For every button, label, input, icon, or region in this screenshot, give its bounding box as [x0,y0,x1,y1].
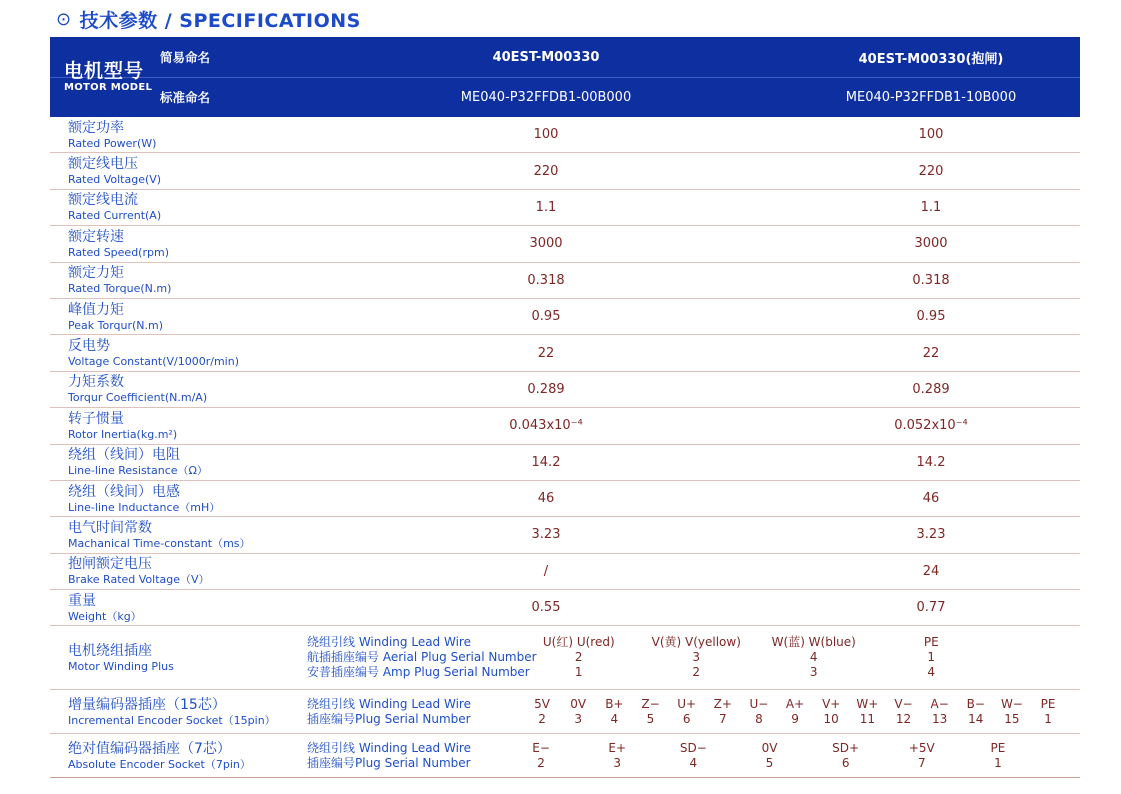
plug-label [50,643,307,673]
header-divider [50,77,1080,78]
pin-column [638,635,756,680]
spec-label [50,192,310,222]
pin-value: 1 [927,650,936,665]
pin-value: 9 [791,711,799,726]
pin-name: B− [966,696,985,711]
pin-value: 3 [809,665,818,680]
pin-value: 5 [646,711,655,726]
spec-label-en: Rated Torque(N.m) [68,282,172,296]
pin-name: A− [930,696,949,711]
motor-model-cell [50,37,160,117]
spec-row [50,590,1080,626]
plug-row [50,690,1080,734]
pin-name: SD+ [832,740,860,755]
spec-label-cn: 额定转速 [68,228,124,245]
plug-pins [503,734,1080,777]
pin-name: V− [894,696,913,711]
plug-label [50,697,307,727]
spec-value-col1: 1.1 [535,199,557,215]
pin-value: 1 [574,665,583,680]
plug-sub-labels [307,734,520,777]
spec-label [50,484,310,514]
spec-label [50,229,310,259]
spec-value-col1: 0.95 [531,309,561,325]
pin-value: 6 [841,755,850,770]
pin-column [741,697,777,727]
pin-value: 1 [1044,711,1052,726]
spec-value-col2: 0.289 [912,381,950,397]
pin-value: 3 [692,650,701,665]
plug-pins [520,626,1080,689]
pin-name: SD− [679,740,707,755]
pin-column [596,697,632,727]
spec-value-col2: 100 [918,127,944,143]
spec-value-col2: 3.23 [916,527,946,543]
pin-column [731,741,807,771]
spec-label [50,265,310,295]
spec-value-col1: 3000 [529,236,563,252]
plug-label [50,741,307,771]
pin-name: U(红) U(red) [542,635,615,650]
spec-label-en: Brake Rated Voltage（V） [68,573,210,587]
spec-label-en: Rated Power(W) [68,136,157,150]
pin-value: 3 [613,755,622,770]
pin-column [849,697,885,727]
pin-column [808,741,884,771]
spec-value-col2: 0.95 [916,309,946,325]
spec-label-en: Rated Voltage(V) [68,173,162,187]
plug-sub-label: 航插插座编号 Aerial Plug Serial Number [307,650,537,665]
pin-column [655,741,731,771]
spec-label [50,520,310,550]
specifications-table [50,37,1080,778]
plug-label-cn: 增量编码器插座（15芯） [68,696,226,713]
pin-name: V(黄) V(yellow) [651,635,741,650]
pin-value: 1 [994,755,1002,770]
pin-name: E+ [608,740,627,755]
spec-row [50,554,1080,590]
pin-value: 3 [574,711,583,726]
spec-label-cn: 电气时间常数 [68,519,152,536]
plug-sub-label: 安普插座编号 Amp Plug Serial Number [307,665,530,680]
spec-value-col2: 24 [922,563,940,579]
pin-name: W(蓝) W(blue) [771,635,856,650]
spec-row [50,263,1080,299]
model-name-simple-col1: 40EST-M00330 [492,49,600,65]
spec-value-col1: 22 [537,345,555,361]
spec-label-cn: 额定线电流 [68,192,138,209]
model-name-standard-col2: ME040-P32FFDB1-10B000 [845,89,1017,105]
spec-label-en: Rotor Inertia(kg.m²) [68,427,178,441]
plug-label-cn: 电机绕组插座 [68,642,152,659]
plug-sub-labels [307,626,537,689]
spec-value-col2: 0.052x10⁻⁴ [894,418,968,434]
motor-model-header [50,37,1080,117]
pin-name: 5V [534,696,550,711]
plug-rows-section [50,626,1080,778]
pin-column [873,635,991,680]
spec-value-col2: 14.2 [916,454,946,470]
plug-sub-label: 绕组引线 Winding Lead Wire [307,635,471,650]
spec-label-cn: 绕组（线间）电阻 [68,447,180,464]
spec-value-col1: 220 [533,163,559,179]
pin-value: 4 [610,711,619,726]
spec-label-en: Weight（kg） [68,609,142,623]
pin-value: 4 [809,650,818,665]
pin-value: 6 [682,711,691,726]
pin-name: +5V [908,740,935,755]
pin-value: 7 [718,711,727,726]
spec-value-col2: 22 [922,345,940,361]
plug-pins [520,690,1080,733]
spec-row [50,117,1080,153]
pin-value: 14 [968,711,984,726]
spec-label-en: Machanical Time-constant（ms） [68,536,251,550]
circle-dot-icon: ⊙ [56,9,72,30]
model-name-simple-col2: 40EST-M00330(抱闸) [858,51,1004,67]
spec-label-en: Peak Torqur(N.m) [68,318,164,332]
spec-rows-section [50,117,1080,626]
spec-row [50,153,1080,189]
spec-value-col1: / [543,563,549,579]
pin-value: 12 [895,711,912,726]
model-name-standard-col1: ME040-P32FFDB1-00B000 [460,89,632,105]
spec-label-en: Torqur Coefficient(N.m/A) [68,391,208,405]
spec-value-col2: 220 [918,163,944,179]
spec-row [50,190,1080,226]
plug-row [50,734,1080,778]
pin-column [705,697,741,727]
spec-label [50,302,310,332]
pin-column [560,697,596,727]
spec-label-en: Rated Speed(rpm) [68,245,169,259]
spec-value-col1: 0.55 [531,600,561,616]
naming-label-simple: 简易命名 [160,50,211,65]
spec-label-cn: 抱闸额定电压 [68,556,152,573]
pin-value: 11 [859,711,875,726]
pin-value: 8 [755,711,763,726]
page-title-text: 技术参数 / SPECIFICATIONS [79,10,361,32]
pin-column [755,635,873,680]
pin-name: V+ [822,696,841,711]
pin-column [813,697,849,727]
pin-name: PE [923,635,939,650]
pin-column [884,741,960,771]
spec-value-col2: 46 [922,491,940,507]
naming-label-standard: 标准命名 [160,90,211,105]
spec-label [50,411,310,441]
plug-label-en: Motor Winding Plus [68,659,174,673]
spec-label [50,338,310,368]
pin-column [524,697,560,727]
spec-row [50,372,1080,408]
spec-row [50,335,1080,371]
pin-column [632,697,668,727]
spec-row [50,445,1080,481]
spec-value-col1: 14.2 [531,454,561,470]
pin-name: W− [1000,696,1023,711]
pin-name: Z− [641,696,660,711]
plug-label-cn: 绝对值编码器插座（7芯） [68,740,231,757]
pin-name: 0V [570,696,587,711]
spec-value-col1: 46 [537,491,555,507]
spec-row [50,299,1080,335]
pin-name: E− [532,740,550,755]
pin-column [994,697,1030,727]
spec-row [50,517,1080,553]
pin-column [503,741,579,771]
pin-column [922,697,958,727]
pin-name: PE [990,740,1006,755]
spec-label-en: Line-line Resistance（Ω） [68,464,208,478]
pin-column [579,741,655,771]
pin-name: U− [749,696,769,711]
spec-value-col1: 100 [533,127,559,143]
pin-column [1030,697,1066,727]
spec-value-col1: 0.289 [527,381,565,397]
pin-value: 13 [931,711,948,726]
spec-label-en: Line-line Inductance（mH） [68,500,221,514]
pin-value: 10 [823,711,839,726]
spec-value-col2: 1.1 [920,199,942,215]
spec-label-cn: 反电势 [68,338,110,355]
pin-value: 2 [538,711,546,726]
spec-label-cn: 额定功率 [68,119,124,136]
spec-label [50,447,310,477]
spec-label-cn: 额定力矩 [68,265,124,282]
plug-sub-label: 插座编号Plug Serial Number [307,755,471,770]
pin-column [777,697,813,727]
spec-label-cn: 力矩系数 [68,374,124,391]
spec-label-en: Voltage Constant(V/1000r/min) [68,355,239,369]
plug-sub-labels [307,690,520,733]
spec-label-cn: 额定线电压 [68,156,138,173]
spec-row [50,226,1080,262]
plug-sub-label: 绕组引线 Winding Lead Wire [307,740,471,755]
pin-column [520,635,638,680]
page-title [56,6,361,33]
pin-column [960,741,1036,771]
spec-row [50,408,1080,444]
pin-value: 4 [927,665,936,680]
pin-name: U+ [677,696,697,711]
spec-row [50,481,1080,517]
spec-value-col1: 0.043x10⁻⁴ [509,418,583,434]
spec-label [50,556,310,586]
motor-model-label-en: MOTOR MODEL [64,82,153,93]
spec-value-col2: 0.77 [916,600,946,616]
spec-label-cn: 绕组（线间）电感 [68,483,180,500]
pin-name: B+ [605,696,624,711]
plug-sub-label: 插座编号Plug Serial Number [307,711,471,726]
pin-column [669,697,705,727]
spec-label [50,156,310,186]
spec-label [50,593,310,623]
spec-label [50,374,310,404]
pin-name: W+ [856,696,879,711]
plug-label-en: Incremental Encoder Socket（15pin） [68,713,276,727]
pin-name: A+ [785,696,805,711]
pin-value: 7 [917,755,926,770]
spec-value-col1: 3.23 [531,527,561,543]
spec-value-col2: 3000 [914,236,948,252]
spec-label-en: Rated Current(A) [68,209,162,223]
plug-label-en: Absolute Encoder Socket（7pin） [68,757,251,771]
spec-label-cn: 转子惯量 [68,410,124,427]
pin-name: Z+ [713,696,732,711]
pin-value: 2 [574,650,583,665]
spec-value-col1: 0.318 [527,272,565,288]
pin-name: 0V [761,740,778,755]
spec-label-cn: 峰值力矩 [68,301,124,318]
pin-value: 4 [689,755,698,770]
pin-column [958,697,994,727]
pin-value: 2 [537,755,545,770]
pin-value: 15 [1004,711,1020,726]
spec-label-cn: 重量 [68,592,96,609]
spec-label [50,120,310,150]
plug-sub-label: 绕组引线 Winding Lead Wire [307,696,471,711]
pin-value: 2 [692,665,701,680]
plug-row [50,626,1080,690]
pin-column [885,697,921,727]
spec-value-col2: 0.318 [912,272,950,288]
pin-name: PE [1040,696,1056,711]
pin-value: 5 [765,755,774,770]
motor-model-label-cn: 电机型号 [64,60,145,82]
